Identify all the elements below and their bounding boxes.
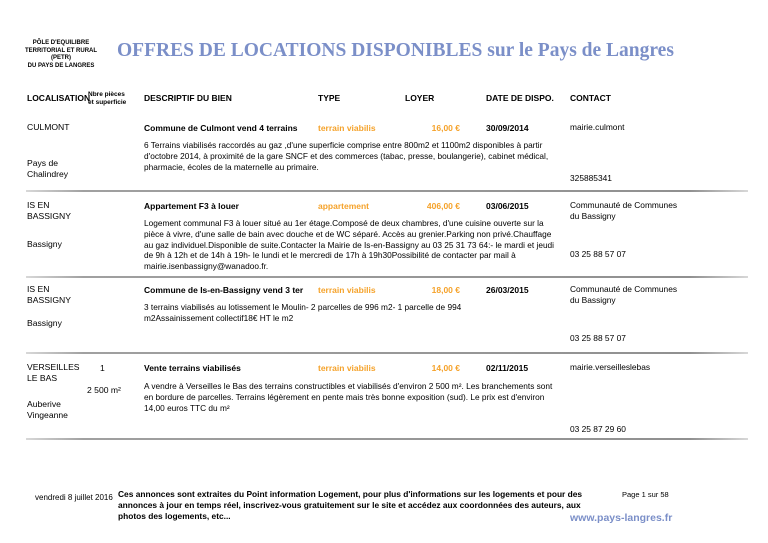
listing-price: 14,00 € <box>431 363 460 373</box>
row-divider <box>26 352 748 354</box>
listing-date: 03/06/2015 <box>486 201 529 211</box>
listing-area: Auberive Vingeanne <box>27 399 68 420</box>
listing-town: IS EN BASSIGNY <box>27 284 71 305</box>
organization-name <box>22 40 100 70</box>
footer-date: vendredi 8 juillet 2016 <box>35 493 113 502</box>
listing-title: Appartement F3 à louer <box>144 201 239 211</box>
row-divider <box>26 438 748 440</box>
listing-type: terrain viabilis <box>318 123 376 133</box>
listing-date: 02/11/2015 <box>486 363 529 373</box>
column-header-type: TYPE <box>318 93 341 103</box>
column-header-rooms <box>88 91 126 107</box>
column-header-localisation: LOCALISATION <box>27 93 91 103</box>
listing-town: CULMONT <box>27 122 70 132</box>
listing-description: 6 Terrains viabilisés raccordés au gaz ,d'une superficie comprise entre 800m2 et 1100m2 disponibles à partir d'octobre 2014, à proximité de la gare SNCF et des commerces (tabac, presse, boulangerie), cabinet médical, pharmacie, écoles de la maternelle au primaire. <box>144 140 549 172</box>
listing-contact-name: mairie.verseilleslebas <box>570 362 651 372</box>
listing-description: Logement communal F3 à louer situé au 1er étage.Composé de deux chambres, d'une cuisine ouverte sur la pièce à vivre, d'une salle de bain avec douche et de WC séparé. Accès au grenier.Parking non privé.Chauffage au gaz individuel.Disponible de suite.Contacter la Mairie de Is-en-Bassigny au 03 25 31 73 64:- le mardi et jeudi de 9h à 12h et de 14h à 19h- le lundi et le mercredi de 17h à 19h30Possibilité de contacter par mail à mairie.isenbassigny@wanadoo.fr. <box>144 218 555 272</box>
listing-price: 406,00 € <box>426 201 460 211</box>
listing-description: 3 terrains viabilisés au lotissement le Moulin- 2 parcelles de 996 m2- 1 parcelle de 994 m2Assainissement collectif18€ HT le m2 <box>144 302 462 323</box>
listing-contact-phone: 03 25 87 29 60 <box>570 424 626 434</box>
listing-title: Commune de Culmont vend 4 terrains <box>144 123 298 133</box>
page-title: OFFRES DE LOCATIONS DISPONIBLES sur le Pays de Langres <box>117 40 674 61</box>
listing-contact-name: mairie.culmont <box>570 122 625 132</box>
listing-date: 30/09/2014 <box>486 123 529 133</box>
listing-price: 18,00 € <box>431 285 460 295</box>
row-divider <box>26 276 748 278</box>
listing-contact-phone: 03 25 88 57 07 <box>570 249 626 259</box>
column-header-date: DATE DE DISPO. <box>486 93 554 103</box>
column-header-contact: CONTACT <box>570 93 611 103</box>
listing-type: terrain viabilis <box>318 285 376 295</box>
footer-notice: Ces annonces sont extraites du Point information Logement, pour plus d'informations sur les logements et pour des annonces à jour en temps réel, inscrivez-vous gratuitement sur le site et accédez aux coordonnées des auteurs, aux photos des logements, etc... <box>118 489 583 521</box>
listing-date: 26/03/2015 <box>486 285 529 295</box>
listing-area: Pays de Chalindrey <box>27 158 69 179</box>
page-number: Page 1 sur 58 <box>622 490 669 499</box>
listing-title: Vente terrains viabilisés <box>144 363 241 373</box>
org-line-3: (PETR) <box>51 55 71 61</box>
listing-rooms: 1 <box>100 363 105 373</box>
listing-type: appartement <box>318 201 370 211</box>
listing-area: Bassigny <box>27 239 62 249</box>
listing-surface: 2 500 m² <box>87 385 121 395</box>
listing-contact-phone: 03 25 88 57 07 <box>570 333 626 343</box>
listing-description: A vendre à Verseilles le Bas des terrains constructibles et viabilisés d'environ 2 500 m². Les branchements sont en bordure de parcelles. Terrains légèrement en pente mais très bonne exposition (sud). Le prix est d'environ 14,00 euros TTC du m² <box>144 381 553 413</box>
listing-town: IS EN BASSIGNY <box>27 200 71 221</box>
website-link[interactable]: www.pays-langres.fr <box>570 512 673 524</box>
org-line-2: TERRITORIAL ET RURAL <box>24 47 98 54</box>
listing-contact-name: Communauté de Communes du Bassigny <box>570 284 678 305</box>
column-header-descriptif: DESCRIPTIF DU BIEN <box>144 93 232 103</box>
listing-type: terrain viabilis <box>318 363 376 373</box>
listing-title: Commune de Is-en-Bassigny vend 3 ter <box>144 285 304 295</box>
org-line-1: PÔLE D'EQUILIBRE <box>32 40 90 46</box>
listing-area: Bassigny <box>27 318 62 328</box>
column-header-rooms-line2: et superficie <box>88 99 127 106</box>
listing-contact-name: Communauté de Communes du Bassigny <box>570 200 678 221</box>
listing-price: 16,00 € <box>431 123 460 133</box>
listing-town: VERSEILLES LE BAS <box>27 362 80 383</box>
listing-contact-phone: 325885341 <box>570 173 612 183</box>
org-line-4: DU PAYS DE LANGRES <box>27 62 95 69</box>
row-divider <box>26 190 748 192</box>
column-header-rooms-line1: Nbre pièces <box>88 91 125 98</box>
column-header-loyer: LOYER <box>405 93 435 103</box>
